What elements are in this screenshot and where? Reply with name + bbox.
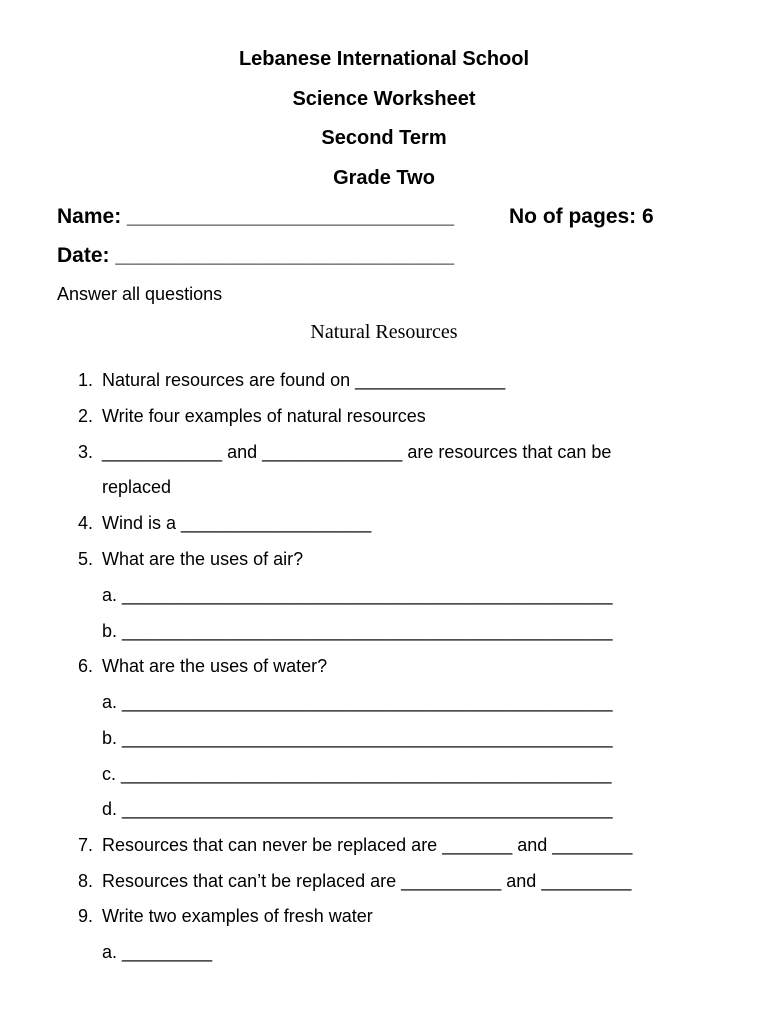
page-count: No of pages: 6 bbox=[509, 205, 654, 228]
question-number: 6. bbox=[78, 656, 94, 676]
question-text: Resources that can’t be replaced are __________ and _________ bbox=[102, 871, 632, 891]
school-name: Lebanese International School bbox=[238, 48, 530, 70]
name-field: Name: ____________________________ bbox=[57, 205, 455, 228]
section-title: Natural Resources bbox=[310, 321, 458, 343]
question-number: 5. bbox=[78, 549, 94, 569]
question-number: 7. bbox=[78, 835, 94, 855]
question-number: 1. bbox=[78, 370, 94, 390]
date-field: Date: _____________________________ bbox=[57, 244, 455, 267]
question-text: ____________ and ______________ are resources that can be bbox=[102, 442, 612, 462]
answer-line: a. _________________________________________________ bbox=[102, 585, 613, 605]
question-text: Natural resources are found on _______________ bbox=[102, 370, 506, 390]
question-text: Write four examples of natural resources bbox=[102, 406, 426, 426]
worksheet-title: Science Worksheet bbox=[292, 88, 476, 110]
question-number: 3. bbox=[78, 442, 94, 462]
question-number: 4. bbox=[78, 513, 94, 533]
answer-line: b. _________________________________________________ bbox=[102, 728, 613, 748]
instructions: Answer all questions bbox=[57, 284, 223, 304]
answer-line: b. _________________________________________________ bbox=[102, 621, 613, 641]
question-text: What are the uses of water? bbox=[102, 656, 328, 676]
answer-line: c. _________________________________________________ bbox=[102, 764, 612, 784]
answer-line: a. _________ bbox=[102, 942, 213, 962]
question-number: 2. bbox=[78, 406, 94, 426]
question-continuation: replaced bbox=[102, 477, 172, 497]
answer-line: a. _________________________________________________ bbox=[102, 692, 613, 712]
question-text: Wind is a ___________________ bbox=[102, 513, 372, 533]
answer-line: d. _________________________________________________ bbox=[102, 799, 613, 819]
question-text: What are the uses of air? bbox=[102, 549, 304, 569]
question-text: Write two examples of fresh water bbox=[102, 906, 373, 926]
question-number: 9. bbox=[78, 906, 94, 926]
term-label: Second Term bbox=[321, 127, 447, 149]
grade-label: Grade Two bbox=[333, 167, 435, 189]
question-number: 8. bbox=[78, 871, 94, 891]
question-text: Resources that can never be replaced are _______ and ________ bbox=[102, 835, 633, 855]
